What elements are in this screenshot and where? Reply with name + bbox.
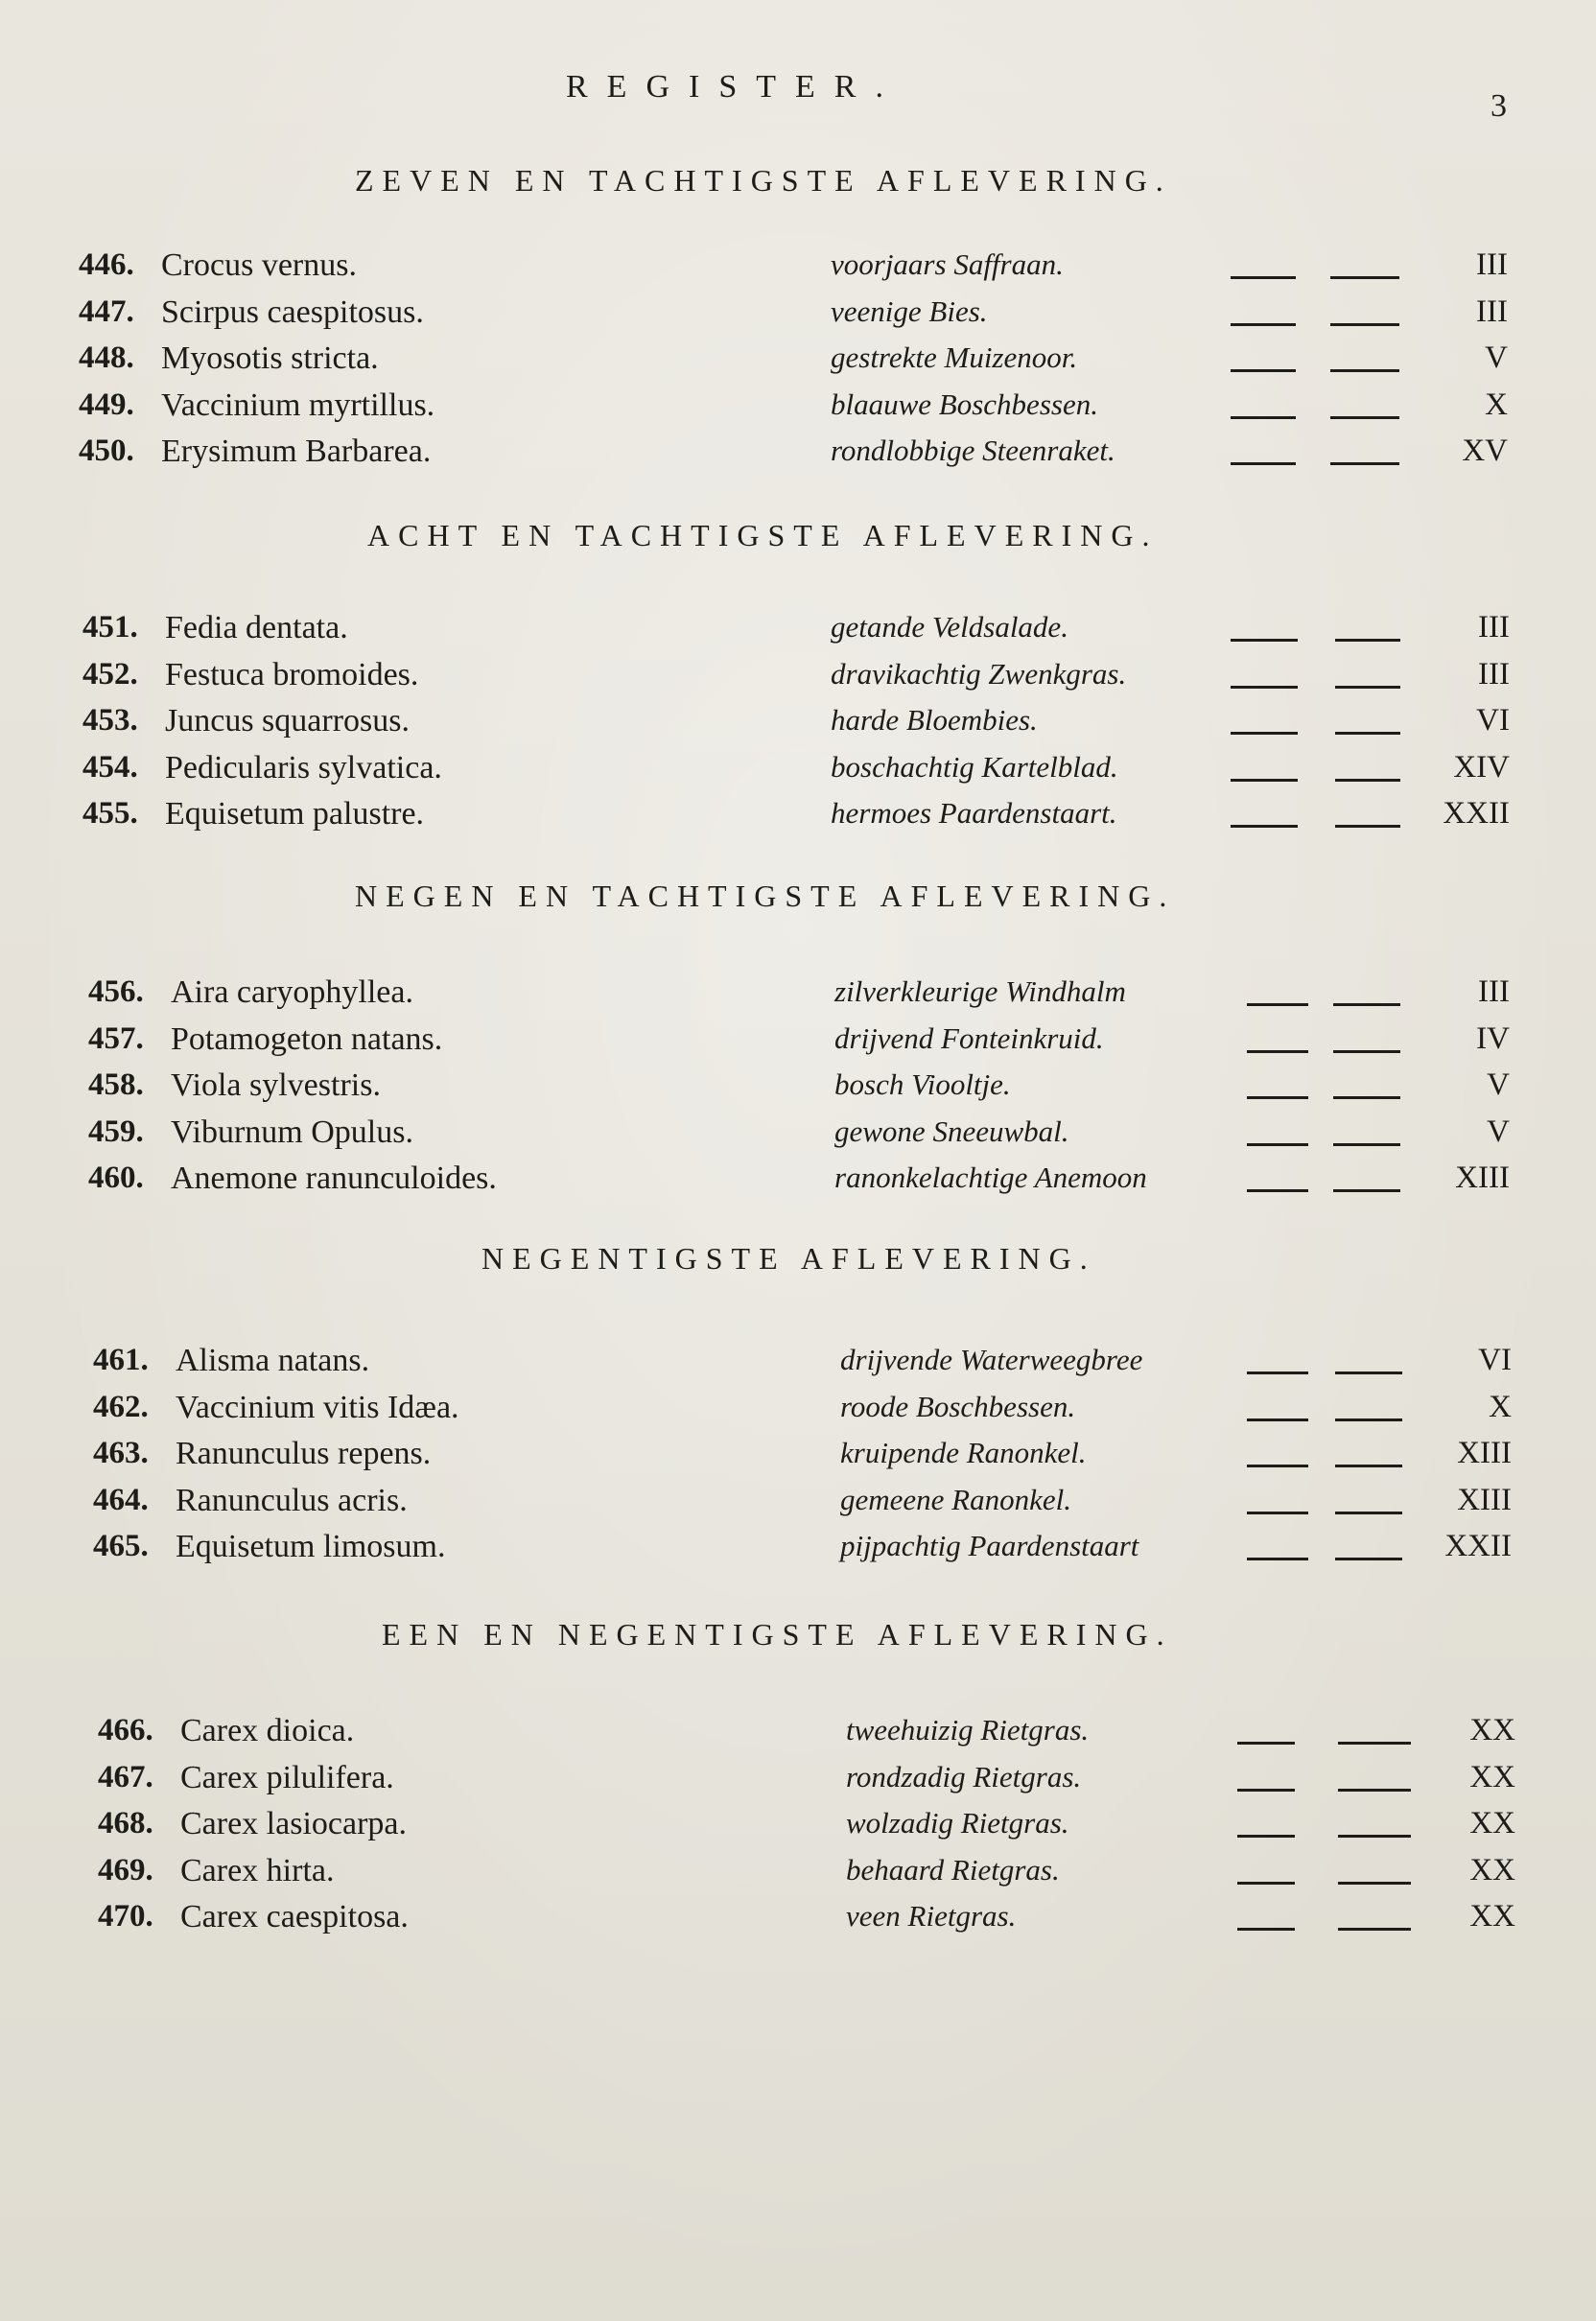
leader-dash: [1231, 732, 1298, 735]
leader-dash: [1330, 416, 1399, 419]
register-entry: [0, 1853, 1596, 1899]
plate-class-numeral: III: [1478, 974, 1510, 1009]
register-entry: [0, 247, 1596, 293]
latin-name: Juncus squarrosus.: [165, 703, 410, 738]
section-title: ZEVEN EN TACHTIGSTE AFLEVERING.: [355, 163, 1172, 198]
plate-class-numeral: V: [1485, 340, 1508, 375]
plate-class-numeral: III: [1478, 610, 1510, 645]
register-entry: [0, 1760, 1596, 1806]
leader-dash: [1330, 276, 1399, 279]
section-title: ACHT EN TACHTIGSTE AFLEVERING.: [367, 518, 1159, 552]
register-entry: [0, 974, 1596, 1020]
dutch-name: veenige Bies.: [831, 293, 988, 328]
plate-class-numeral: XX: [1469, 1713, 1515, 1747]
leader-dash: [1231, 686, 1298, 689]
entry-number: 465.: [93, 1529, 149, 1563]
leader-dash: [1335, 1465, 1402, 1467]
plate-class-numeral: X: [1489, 1389, 1512, 1424]
leader-dash: [1335, 639, 1400, 642]
latin-name: Pedicularis sylvatica.: [165, 749, 442, 785]
plate-class-numeral: III: [1476, 247, 1508, 282]
plate-class-numeral: XIV: [1453, 749, 1510, 785]
plate-class-numeral: XX: [1469, 1759, 1515, 1794]
entry-number: 457.: [88, 1020, 144, 1056]
latin-name: Festuca bromoides.: [165, 656, 419, 692]
plate-class-numeral: XXII: [1444, 1529, 1512, 1563]
dutch-name: rondzadig Rietgras.: [846, 1759, 1082, 1794]
latin-name: Anemone ranunculoides.: [171, 1160, 497, 1196]
dutch-name: getande Veldsalade.: [831, 610, 1068, 644]
dutch-name: bosch Viooltje.: [834, 1067, 1011, 1101]
plate-class-numeral: X: [1485, 387, 1508, 422]
dutch-name: harde Bloembies.: [831, 703, 1038, 737]
dutch-name: zilverkleurige Windhalm: [834, 974, 1126, 1008]
plate-class-numeral: III: [1476, 293, 1508, 329]
plate-class-numeral: IV: [1476, 1020, 1510, 1056]
dutch-name: blaauwe Boschbessen.: [831, 387, 1098, 421]
latin-name: Aira caryophyllea.: [171, 974, 413, 1010]
register-entry: [0, 340, 1596, 387]
entry-number: 453.: [82, 703, 138, 738]
latin-name: Equisetum limosum.: [176, 1529, 446, 1564]
dutch-name: kruipende Ranonkel.: [840, 1436, 1087, 1469]
latin-name: Carex dioica.: [180, 1713, 355, 1748]
leader-dash: [1333, 1189, 1400, 1192]
dutch-name: behaard Rietgras.: [846, 1852, 1060, 1887]
dutch-name: drijvend Fonteinkruid.: [834, 1020, 1104, 1055]
leader-dash: [1231, 462, 1296, 465]
entry-number: 455.: [82, 796, 138, 831]
leader-dash: [1335, 732, 1400, 735]
latin-name: Carex lasiocarpa.: [180, 1806, 407, 1841]
running-head: REGISTER.: [566, 69, 903, 105]
register-entry: [0, 294, 1596, 340]
entry-number: 448.: [79, 340, 134, 375]
entry-number: 452.: [82, 656, 138, 692]
register-entry: [0, 796, 1596, 842]
leader-dash: [1247, 1418, 1308, 1421]
leader-dash: [1335, 779, 1400, 782]
entry-number: 459.: [88, 1114, 144, 1149]
leader-dash: [1335, 1418, 1402, 1421]
entry-number: 467.: [98, 1759, 153, 1794]
register-entry: [0, 1899, 1596, 1945]
dutch-name: gemeene Ranonkel.: [840, 1482, 1071, 1516]
latin-name: Myosotis stricta.: [161, 340, 379, 376]
register-entry: [0, 1021, 1596, 1067]
plate-class-numeral: XV: [1462, 434, 1508, 468]
register-entry: [0, 610, 1596, 656]
latin-name: Viola sylvestris.: [171, 1067, 381, 1103]
register-entry: [0, 387, 1596, 434]
leader-dash: [1237, 1742, 1295, 1745]
plate-class-numeral: V: [1487, 1114, 1510, 1149]
latin-name: Scirpus caespitosus.: [161, 293, 424, 330]
plate-class-numeral: XXII: [1443, 796, 1510, 831]
dutch-name: pijpachtig Paardenstaart: [840, 1529, 1139, 1562]
register-entry: [0, 1713, 1596, 1759]
dutch-name: ranonkelachtige Anemoon: [834, 1160, 1147, 1194]
dutch-name: wolzadig Rietgras.: [846, 1806, 1069, 1840]
register-entry: [0, 1390, 1596, 1436]
leader-dash: [1247, 1512, 1308, 1514]
latin-name: Ranunculus acris.: [176, 1482, 408, 1518]
entry-number: 449.: [79, 387, 134, 422]
dutch-name: boschachtig Kartelblad.: [831, 749, 1118, 784]
entry-number: 462.: [93, 1389, 149, 1424]
leader-dash: [1335, 1372, 1402, 1374]
register-entry: [0, 750, 1596, 796]
leader-dash: [1231, 369, 1296, 372]
leader-dash: [1335, 686, 1400, 689]
entry-number: 456.: [88, 974, 144, 1009]
entry-number: 460.: [88, 1160, 144, 1195]
leader-dash: [1231, 276, 1296, 279]
latin-name: Carex pilulifera.: [180, 1759, 394, 1795]
entry-number: 468.: [98, 1806, 153, 1840]
leader-dash: [1247, 1372, 1308, 1374]
entry-number: 447.: [79, 293, 134, 329]
entry-number: 470.: [98, 1899, 153, 1934]
register-entry: [0, 1067, 1596, 1114]
leader-dash: [1231, 323, 1296, 326]
entry-number: 466.: [98, 1713, 153, 1747]
plate-class-numeral: VI: [1478, 1343, 1512, 1377]
plate-class-numeral: XIII: [1455, 1160, 1510, 1195]
plate-class-numeral: III: [1478, 656, 1510, 692]
leader-dash: [1237, 1882, 1295, 1885]
leader-dash: [1333, 1003, 1400, 1006]
leader-dash: [1335, 825, 1400, 828]
register-entry: [0, 1483, 1596, 1529]
register-entry: [0, 1343, 1596, 1389]
register-entry: [0, 1160, 1596, 1207]
entry-number: 461.: [93, 1343, 149, 1377]
leader-dash: [1335, 1512, 1402, 1514]
dutch-name: drijvende Waterweegbree: [840, 1343, 1143, 1376]
latin-name: Ranunculus repens.: [176, 1436, 432, 1471]
leader-dash: [1333, 1096, 1400, 1099]
latin-name: Vaccinium myrtillus.: [161, 387, 435, 423]
dutch-name: veen Rietgras.: [846, 1899, 1017, 1933]
entry-number: 451.: [82, 610, 138, 645]
leader-dash: [1330, 462, 1399, 465]
dutch-name: dravikachtig Zwenkgras.: [831, 656, 1127, 691]
leader-dash: [1333, 1143, 1400, 1146]
leader-dash: [1247, 1465, 1308, 1467]
page-number: 3: [1490, 88, 1507, 124]
plate-class-numeral: V: [1487, 1067, 1510, 1102]
leader-dash: [1237, 1928, 1295, 1931]
latin-name: Carex hirta.: [180, 1852, 335, 1888]
dutch-name: tweehuizig Rietgras.: [846, 1713, 1090, 1747]
dutch-name: roode Boschbessen.: [840, 1389, 1076, 1423]
leader-dash: [1237, 1835, 1295, 1838]
entry-number: 450.: [79, 434, 134, 468]
leader-dash: [1335, 1558, 1402, 1560]
entry-number: 463.: [93, 1436, 149, 1470]
entry-number: 446.: [79, 247, 134, 282]
leader-dash: [1231, 779, 1298, 782]
latin-name: Potamogeton natans.: [171, 1020, 443, 1057]
entry-number: 454.: [82, 749, 138, 785]
plate-class-numeral: VI: [1476, 703, 1510, 738]
dutch-name: hermoes Paardenstaart.: [831, 796, 1117, 830]
plate-class-numeral: XX: [1469, 1852, 1515, 1887]
dutch-name: rondlobbige Steenraket.: [831, 434, 1115, 467]
register-entry: [0, 434, 1596, 480]
leader-dash: [1231, 639, 1298, 642]
latin-name: Fedia dentata.: [165, 610, 348, 645]
latin-name: Crocus vernus.: [161, 247, 357, 283]
latin-name: Alisma natans.: [176, 1343, 370, 1378]
leader-dash: [1231, 825, 1298, 828]
leader-dash: [1237, 1789, 1295, 1792]
leader-dash: [1231, 416, 1296, 419]
plate-class-numeral: XX: [1469, 1899, 1515, 1934]
dutch-name: voorjaars Saffraan.: [831, 247, 1064, 281]
leader-dash: [1247, 1558, 1308, 1560]
register-entry: [0, 703, 1596, 749]
leader-dash: [1333, 1050, 1400, 1053]
leader-dash: [1330, 323, 1399, 326]
plate-class-numeral: XIII: [1457, 1436, 1512, 1470]
leader-dash: [1247, 1050, 1308, 1053]
leader-dash: [1247, 1189, 1308, 1192]
register-entry: [0, 1114, 1596, 1160]
latin-name: Viburnum Opulus.: [171, 1114, 413, 1150]
entry-number: 464.: [93, 1482, 149, 1517]
section-title: EEN EN NEGENTIGSTE AFLEVERING.: [382, 1617, 1173, 1652]
plate-class-numeral: XX: [1469, 1806, 1515, 1840]
entry-number: 469.: [98, 1852, 153, 1887]
register-entry: [0, 1529, 1596, 1575]
register-entry: [0, 657, 1596, 703]
leader-dash: [1247, 1003, 1308, 1006]
section-title: NEGEN EN TACHTIGSTE AFLEVERING.: [355, 879, 1176, 913]
dutch-name: gewone Sneeuwbal.: [834, 1114, 1069, 1148]
leader-dash: [1247, 1096, 1308, 1099]
section-title: NEGENTIGSTE AFLEVERING.: [481, 1241, 1096, 1276]
entry-number: 458.: [88, 1067, 144, 1102]
latin-name: Vaccinium vitis Idæa.: [176, 1389, 459, 1425]
register-entry: [0, 1436, 1596, 1482]
register-entry: [0, 1806, 1596, 1852]
latin-name: Carex caespitosa.: [180, 1899, 409, 1934]
plate-class-numeral: XIII: [1457, 1482, 1512, 1517]
dutch-name: gestrekte Muizenoor.: [831, 340, 1078, 374]
latin-name: Equisetum palustre.: [165, 796, 425, 832]
leader-dash: [1330, 369, 1399, 372]
latin-name: Erysimum Barbarea.: [161, 434, 432, 469]
leader-dash: [1247, 1143, 1308, 1146]
